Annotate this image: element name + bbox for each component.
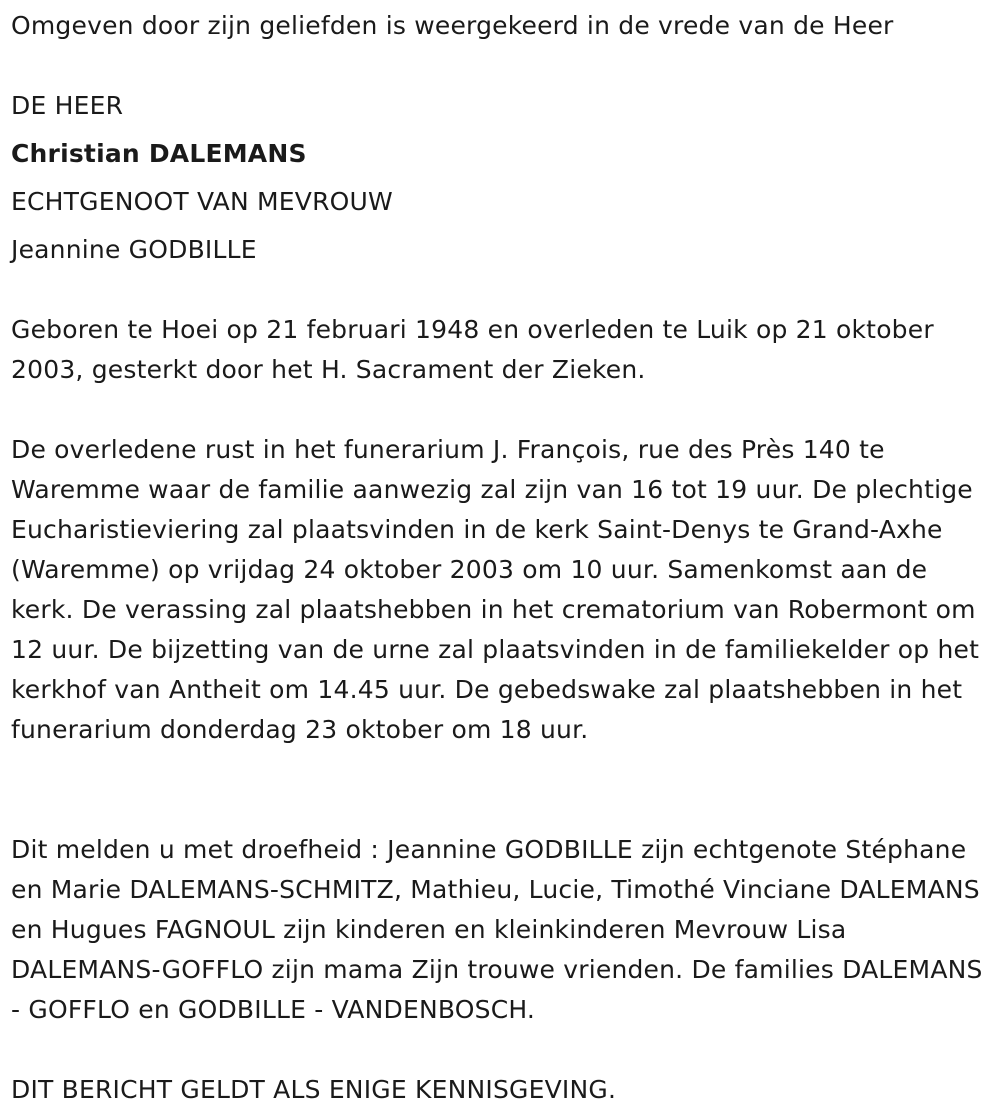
spouse-name: Jeannine GODBILLE [11, 235, 257, 264]
closing-line: DIT BERICHT GELDT ALS ENIGE KENNISGEVING. [11, 1075, 617, 1104]
intro-line: Omgeven door zijn geliefden is weergekeerd in de vrede van de Heer [11, 11, 894, 40]
birth-death-paragraph: Geboren te Hoei op 21 februari 1948 en overleden te Luik op 21 oktober 2003, gesterkt door het H. Sacrament der Zieken. [11, 315, 934, 384]
arrangements-paragraph: De overledene rust in het funerarium J. François, rue des Près 140 te Waremme waar de familie aanwezig zal zijn van 16 tot 19 uur. De plechtige Eucharistieviering zal plaatsvinden in de kerk Saint-Denys te Grand-Axhe (Waremme) op vrijdag 24 oktober 2003 om 10 uur. Samenkomst aan de kerk. De verassing zal plaatshebben in het crematorium van Robermont om 12 uur. De bijzetting van de urne zal plaatsvinden in de familiekelder op het kerkhof van Antheit om 14.45 uur. De gebedswake zal plaatshebben in het funerarium donderdag 23 oktober om 18 uur. [11, 435, 980, 744]
title-line: DE HEER [11, 91, 124, 120]
deceased-name: Christian DALEMANS [11, 139, 307, 168]
announcement-paragraph: Dit melden u met droefheid : Jeannine GODBILLE zijn echtgenote Stéphane en Marie DALEMANS-SCHMITZ, Mathieu, Lucie, Timothé Vinciane DALEMANS en Hugues FAGNOUL zijn kinderen en kleinkinderen Mevrouw Lisa DALEMANS-GOFFLO zijn mama Zijn trouwe vrienden. De families DALEMANS - GOFFLO en GODBILLE - VANDENBOSCH. [11, 835, 983, 1024]
spouse-label: ECHTGENOOT VAN MEVROUW [11, 187, 393, 216]
